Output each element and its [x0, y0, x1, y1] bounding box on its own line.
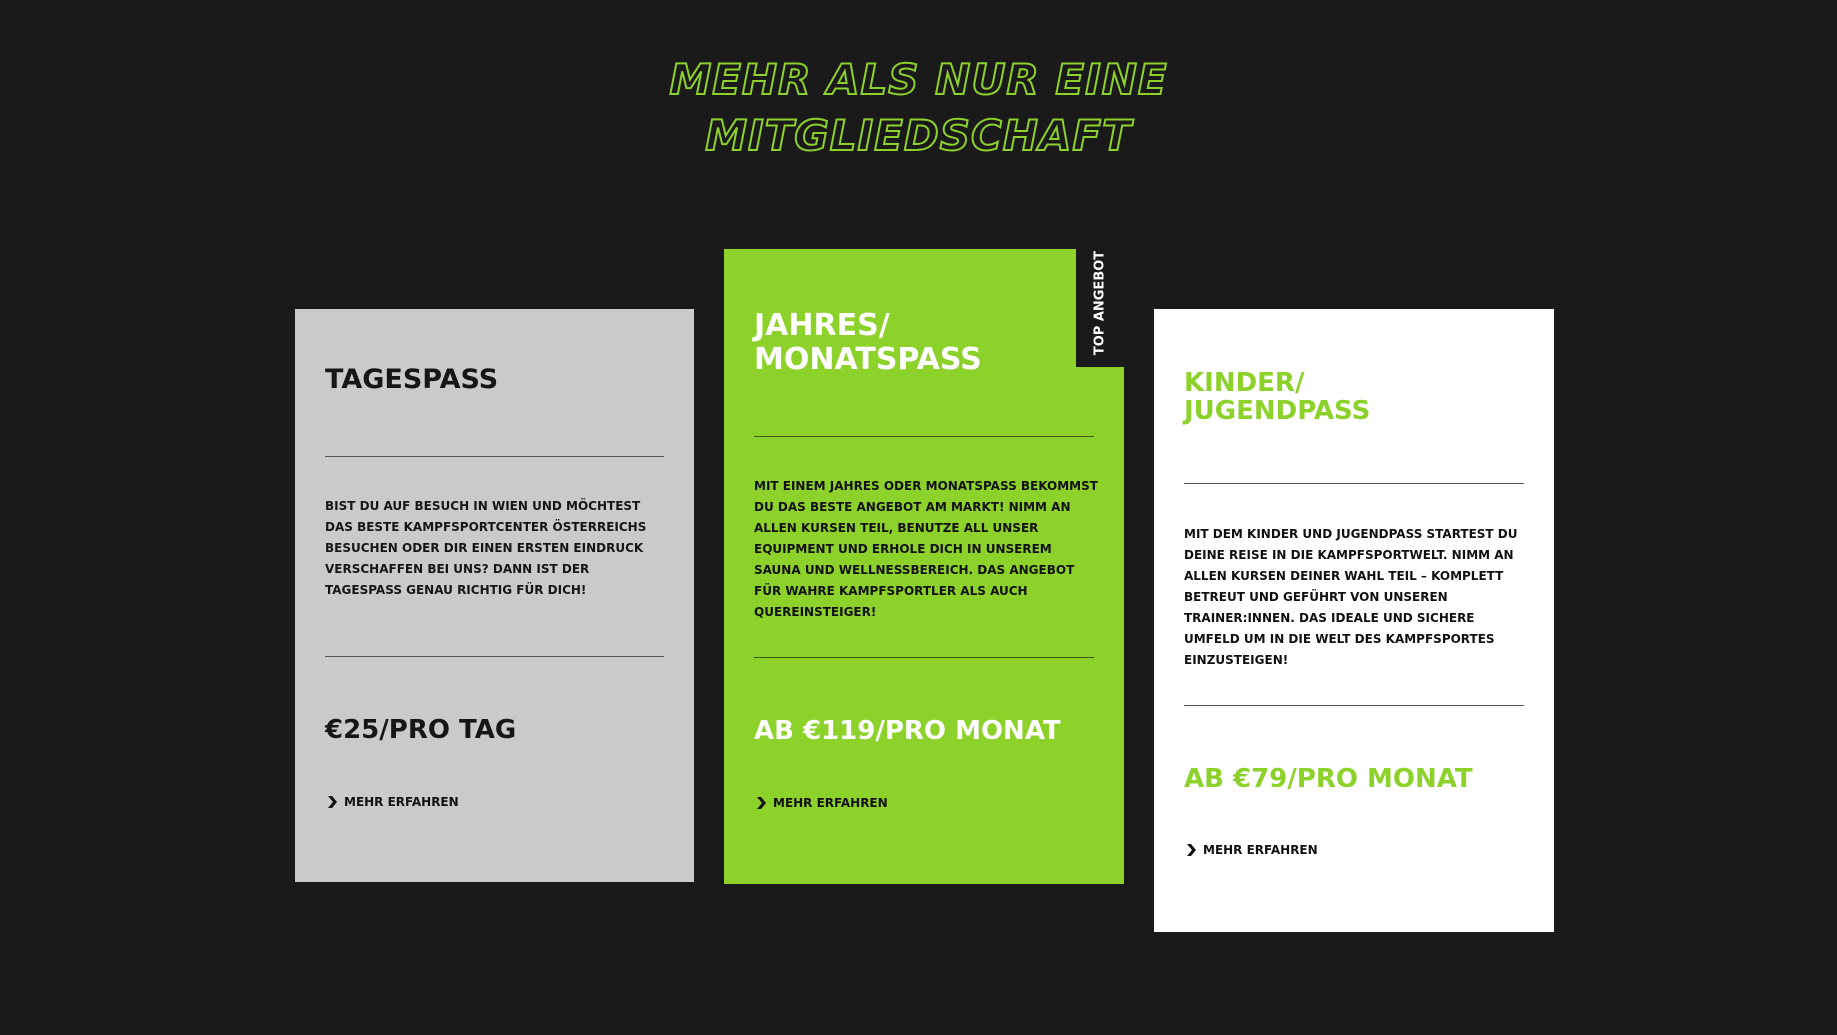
pricing-card-tagespass [295, 309, 694, 882]
more-info-label: MEHR ERFAHREN [773, 796, 888, 810]
more-info-link[interactable] [1184, 843, 1318, 857]
divider [1184, 483, 1524, 484]
divider [754, 436, 1094, 437]
section-headline [0, 52, 1837, 164]
chevron-right-icon [754, 796, 768, 810]
card-description: BIST DU AUF BESUCH IN WIEN UND MÖCHTEST DAS BESTE KAMPFSPORTCENTER ÖSTERREICHS BESUCHEN ODER DIR EINEN ERSTEN EINDRUCK VERSCHAFFEN BEI UNS? DANN IST DER TAGESPASS GENAU RICHTIG FÜR DICH! [325, 499, 647, 597]
card-title-line-1: JAHRES/ [754, 308, 890, 343]
headline-line-2: MITGLIEDSCHAFT [705, 111, 1132, 160]
card-price: AB €79/PRO MONAT [1184, 764, 1473, 794]
more-info-label: MEHR ERFAHREN [344, 795, 459, 809]
pricing-card-jahrespass [724, 249, 1124, 884]
more-info-label: MEHR ERFAHREN [1203, 843, 1318, 857]
card-description: MIT DEM KINDER UND JUGENDPASS STARTEST DU DEINE REISE IN DIE KAMPFSPORTWELT. NIMM AN ALLEN KURSEN DEINER WAHL TEIL – KOMPLETT BETREUT UND GEFÜHRT VON UNSEREN TRAINER:INNEN. DAS IDEALE UND SICHERE UMFELD UM IN DIE WELT DES KAMPFSPORTES EINZUSTEIGEN! [1184, 527, 1518, 667]
pricing-card-kinderpass [1154, 309, 1554, 932]
top-offer-badge-label: TOP ANGEBOT [1092, 250, 1108, 356]
card-title-line-1: KINDER/ [1184, 368, 1305, 398]
more-info-link[interactable] [754, 796, 888, 810]
more-info-link[interactable] [325, 795, 459, 809]
card-description: MIT EINEM JAHRES ODER MONATSPASS BEKOMMST DU DAS BESTE ANGEBOT AM MARKT! NIMM AN ALLEN KURSEN TEIL, BENUTZE ALL UNSER EQUIPMENT UND ERHOLE DICH IN UNSEREM SAUNA UND WELLNESSBEREICH. DAS ANGEBOT FÜR WAHRE KAMPFSPORTLER ALS AUCH QUEREINSTEIGER! [754, 479, 1098, 619]
card-title [754, 309, 1054, 377]
card-title [1184, 369, 1524, 425]
card-price: €25/PRO TAG [325, 715, 517, 745]
divider [325, 456, 664, 457]
divider [325, 656, 664, 657]
chevron-right-icon [1184, 843, 1198, 857]
card-price: AB €119/PRO MONAT [754, 716, 1061, 746]
divider [1184, 705, 1524, 706]
divider [754, 657, 1094, 658]
card-title-line-2: JUGENDPASS [1184, 396, 1371, 426]
headline-line-1: MEHR ALS NUR EINE [669, 55, 1168, 104]
card-title-line-2: MONATSPASS [754, 342, 982, 377]
chevron-right-icon [325, 795, 339, 809]
card-title [325, 363, 664, 397]
card-title-line-1: TAGESPASS [325, 364, 499, 395]
top-offer-badge [1076, 249, 1124, 367]
